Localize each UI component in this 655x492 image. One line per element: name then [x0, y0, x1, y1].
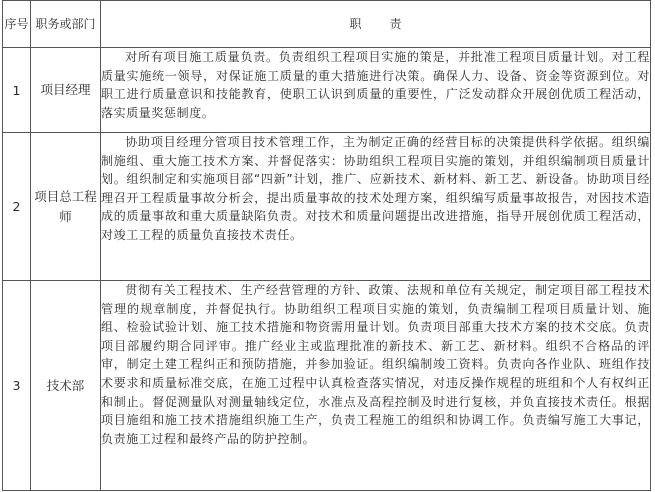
row-position: 项目经理	[31, 48, 101, 133]
row-duty-text: 协助项目经理分管项目技术管理工作，主为制定正确的经营目标的决策提供科学依据。组织编制施组、重大施工技术方案、并督促落实：协助组织工程项目实施的策划，并组织编制项目质量计划。组织制定和实施项目部“四新”计划，推广、应新技术、新材料、新工艺、新设备。协助项目经理召开工程质量事故分析会，提出质量事故的技术处理方案，组织编写质量事故报告，对因技术造成的质量事故和重大质量缺陷负责。对技术和质量问题提出改进措施，指导开展创优质工程活动，对竣工工程的质量负直接技术责任。	[101, 135, 650, 242]
row-duty	[101, 48, 651, 133]
row-duty-text: 贯彻有关工程技术、生产经营管理的方针、政策、法规和单位有关规定，制定项目部工程技术管理的规章制度，并督促执行。协助组织工程项目实施的策划，负责编制工程项目质量计划、施组、检验试验计划、施工技术措施和物资需用量计划。负责项目部重大技术方案的技术交底。负责项目部履约期合同评审。推广经业主或监理批准的新技术、新工艺、新材料。组织不合格品的评审，制定土建工程纠正和预防措施，并参加验证。组织编制竣工资料。负责向各作业队、班组作技术要求和质量标准交底，在施工过程中认真检查落实情况，对违反操作规程的班组和个人有权纠正和制止。督促测量队对测量轴线定位，水准点及高程控制及时进行复核，并负直接技术责任。根据项目施组和施工技术措施组织施工生产，负责工程施工的组织和协调工作。负责编写施工大事记，负责施工过程和最终产品的防护控制。	[101, 283, 650, 446]
row-no: 2	[3, 133, 31, 281]
table-row	[3, 281, 651, 491]
row-position: 项目总工程师	[31, 133, 101, 281]
row-no: 1	[3, 48, 31, 133]
row-no: 3	[3, 281, 31, 491]
header-no: 序号	[3, 1, 31, 48]
table-header-row	[3, 1, 651, 48]
row-duty	[101, 133, 651, 281]
responsibility-table	[2, 0, 651, 491]
row-duty-text: 对所有项目施工质量负责。负责组织工程项目实施的策是，并批准工程项目质量计划。对工程质量实施统一领导，对保证施工质量的重大措施进行决策。确保人力、设备、资金等资源到位。对职工进行质量意识和技能教育，使职工认识到质量的重要性，广泛发动群众开展创优质工程活动，落实质量奖惩制度。	[101, 50, 650, 120]
row-position: 技术部	[31, 281, 101, 491]
header-position: 职务或部门	[31, 1, 101, 48]
table-row	[3, 48, 651, 133]
header-duty: 职责	[101, 1, 651, 48]
table-row	[3, 133, 651, 281]
row-duty	[101, 281, 651, 491]
